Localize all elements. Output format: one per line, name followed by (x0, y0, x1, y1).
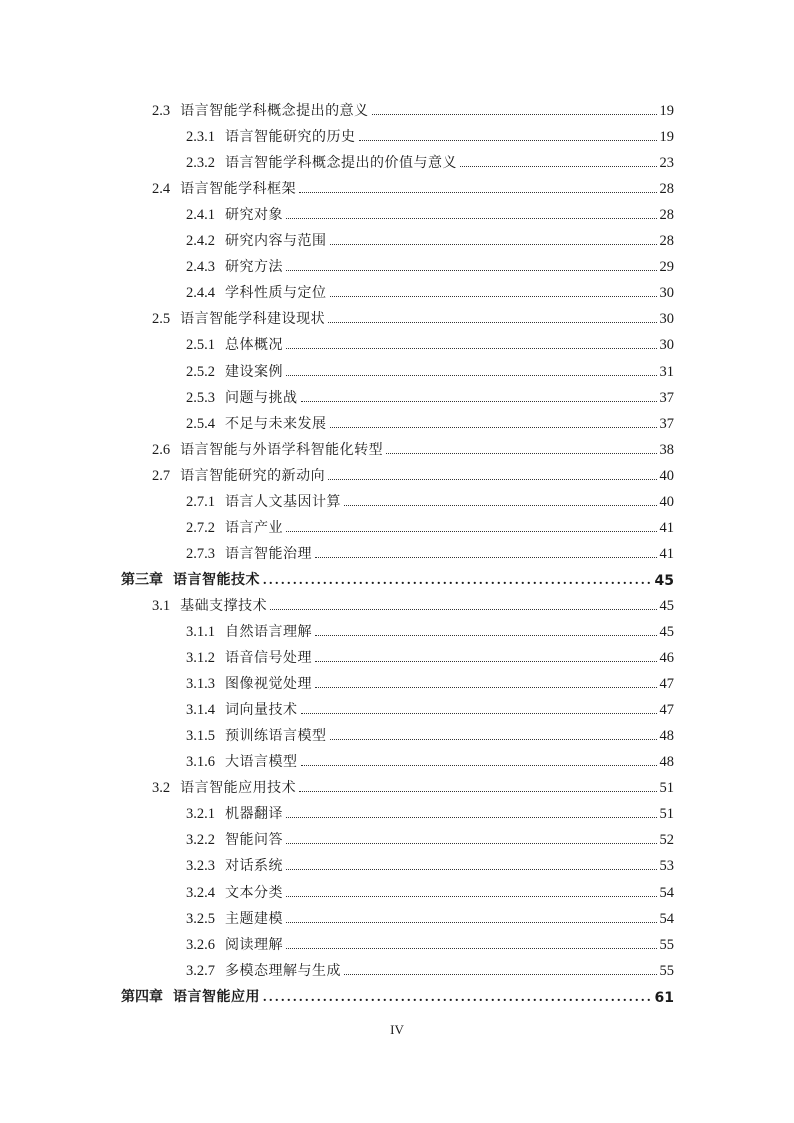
dot-leader (286, 869, 657, 870)
toc-entry[interactable] (186, 150, 674, 172)
dot-leader (328, 479, 656, 480)
toc-entry[interactable] (152, 463, 674, 485)
dot-leader (286, 375, 657, 376)
toc-entry-number: 3.1.1 (186, 624, 215, 640)
dot-leader (315, 661, 657, 662)
toc-entry-number: 2.7.1 (186, 493, 215, 510)
toc-entry-number: 2.5.4 (186, 415, 215, 432)
toc-entry[interactable] (186, 332, 674, 354)
toc-entry-number: 第三章 (121, 571, 163, 588)
toc-entry[interactable] (186, 359, 674, 381)
toc-entry-title: 语言智能与外语学科智能化转型 (180, 441, 384, 458)
toc-entry-page: 47 (659, 702, 674, 719)
dot-leader (286, 270, 657, 271)
toc-entry-number: 2.5.3 (186, 389, 215, 406)
toc-entry-page: 51 (659, 780, 674, 797)
toc-entry-title: 预训练语言模型 (225, 728, 327, 745)
dot-leader (286, 843, 657, 844)
dot-leader (315, 635, 657, 636)
toc-entry-title: 智能问答 (225, 832, 283, 849)
toc-entry-number: 3.2.1 (186, 806, 215, 823)
dot-leader (270, 609, 656, 610)
toc-entry-page: 38 (659, 441, 674, 458)
toc-entry[interactable] (186, 280, 674, 302)
toc-entry-title: 语言智能学科建设现状 (180, 311, 326, 328)
toc-entry-page: 37 (659, 415, 674, 432)
toc-entry[interactable] (186, 489, 674, 511)
toc-entry[interactable] (152, 775, 674, 797)
toc-entry-page: 52 (659, 832, 674, 849)
toc-entry-page: 29 (659, 259, 674, 276)
toc-entry-page: 54 (659, 910, 674, 927)
toc-entry-title: 研究方法 (225, 259, 283, 276)
toc-entry-title: 图像视觉处理 (225, 676, 312, 693)
toc-entry-page: 19 (659, 103, 674, 119)
toc-entry[interactable] (186, 671, 674, 693)
toc-entry[interactable] (186, 254, 674, 276)
toc-entry-title: 基础支撑技术 (180, 597, 268, 614)
toc-entry[interactable] (186, 880, 674, 902)
toc-entry-number: 3.2.3 (186, 858, 215, 875)
toc-entry-number: 3.1.6 (186, 754, 215, 771)
dot-leader (286, 817, 657, 818)
dot-leader (460, 166, 657, 167)
toc-entry-number: 第四章 (121, 988, 163, 1005)
toc-entry-title: 语言人文基因计算 (225, 493, 341, 510)
dot-leader (263, 573, 652, 589)
toc-entry-number: 2.7.3 (186, 545, 215, 562)
toc-entry-title: 语言智能学科概念提出的价值与意义 (225, 155, 457, 172)
dot-leader (286, 922, 657, 923)
toc-entry-page: 30 (659, 337, 674, 354)
toc-entry-title: 学科性质与定位 (225, 285, 327, 302)
dot-leader (286, 531, 657, 532)
toc-entry[interactable] (152, 593, 674, 615)
toc-entry[interactable] (186, 932, 674, 954)
toc-entry-page: 45 (659, 597, 674, 614)
toc-entry-number: 3.1.4 (186, 702, 215, 719)
toc-entry-title: 阅读理解 (225, 936, 283, 953)
toc-entry-number: 2.6 (152, 441, 171, 458)
dot-leader (328, 322, 656, 323)
toc-entry-number: 2.4.3 (186, 259, 215, 276)
toc-entry-page: 28 (659, 181, 674, 198)
toc-entry-number: 3.1.2 (186, 650, 215, 667)
toc-entry-page: 30 (659, 311, 674, 328)
toc-entry-page: 19 (659, 129, 674, 146)
toc-entry-number: 3.2.5 (186, 910, 215, 927)
toc-entry-page: 55 (659, 962, 674, 979)
dot-leader (263, 990, 652, 1006)
toc-entry[interactable] (152, 437, 674, 459)
dot-leader (286, 348, 657, 349)
toc-entry-page: 23 (659, 155, 674, 172)
toc-entry-page: 37 (659, 389, 674, 406)
toc-entry-number: 2.3.1 (186, 129, 215, 146)
toc-entry[interactable] (186, 906, 674, 928)
toc-entry[interactable] (152, 176, 674, 198)
toc-entry-number: 2.4 (152, 181, 171, 198)
toc-entry-title: 语言智能研究的新动向 (180, 467, 326, 484)
dot-leader (286, 948, 657, 949)
toc-entry-number: 3.1 (152, 597, 171, 614)
toc-entry-page: 48 (659, 728, 674, 745)
dot-leader (286, 218, 657, 219)
toc-entry-number: 2.7.2 (186, 519, 215, 536)
toc-entry-title: 问题与挑战 (225, 389, 298, 406)
toc-entry-number: 3.2.6 (186, 936, 215, 953)
toc-entry-page: 46 (659, 650, 674, 667)
toc-entry[interactable] (186, 411, 674, 433)
dot-leader (299, 791, 656, 792)
toc-entry-page: 55 (659, 936, 674, 953)
dot-leader (386, 453, 656, 454)
toc-entry[interactable] (186, 697, 674, 719)
toc-entry[interactable] (186, 958, 674, 980)
toc-entry-title: 文本分类 (225, 884, 283, 901)
toc-entry-number: 2.7 (152, 467, 171, 484)
toc-entry-number: 2.3 (152, 103, 171, 119)
toc-entry[interactable] (186, 385, 674, 407)
toc-entry-title: 对话系统 (225, 858, 283, 875)
toc-entry[interactable] (186, 827, 674, 849)
toc-entry[interactable] (186, 801, 674, 823)
toc-entry[interactable] (152, 306, 674, 328)
toc-entry-number: 2.3.2 (186, 155, 215, 172)
toc-entry-page: 45 (659, 624, 674, 640)
toc-entry-title: 建设案例 (225, 363, 283, 380)
page-number-footer: IV (390, 1022, 404, 1037)
toc-entry-title: 词向量技术 (225, 702, 298, 719)
toc-entry[interactable] (186, 124, 674, 146)
toc-entry[interactable] (186, 749, 674, 771)
dot-leader (330, 296, 657, 297)
toc-entry-page: 41 (659, 545, 674, 562)
dot-leader (315, 687, 657, 688)
toc-chapter-entry[interactable] (121, 567, 674, 589)
toc-entry[interactable] (186, 541, 674, 563)
toc-entry-number: 2.4.2 (186, 233, 215, 250)
toc-entry-title: 语言智能学科概念提出的意义 (180, 103, 369, 119)
toc-entry-page: 31 (659, 363, 674, 380)
toc-entry-page: 61 (654, 989, 674, 1006)
toc-entry-page: 40 (659, 493, 674, 510)
dot-leader (330, 427, 657, 428)
toc-entry[interactable] (186, 619, 674, 641)
dot-leader (359, 140, 657, 141)
toc-entry-page: 54 (659, 884, 674, 901)
toc-entry-title: 主题建模 (225, 910, 283, 927)
toc-entry-title: 语音信号处理 (225, 650, 312, 667)
toc-entry-number: 3.1.3 (186, 676, 215, 693)
toc-entry-title: 语言产业 (225, 519, 283, 536)
toc-entry[interactable] (186, 228, 674, 250)
toc-entry-title: 大语言模型 (225, 754, 298, 771)
dot-leader (301, 713, 657, 714)
dot-leader (315, 557, 657, 558)
toc-entry-title: 总体概况 (225, 337, 283, 354)
toc-entry-number: 3.2 (152, 780, 171, 797)
toc-entry-page: 48 (659, 754, 674, 771)
toc-entry-title: 不足与未来发展 (225, 415, 327, 432)
toc-entry-number: 3.1.5 (186, 728, 215, 745)
dot-leader (330, 739, 657, 740)
dot-leader (301, 765, 657, 766)
toc-entry-page: 28 (659, 207, 674, 224)
toc-entry-title: 语言智能应用 (173, 988, 260, 1005)
toc-entry-title: 研究内容与范围 (225, 233, 327, 250)
toc-entry[interactable] (186, 723, 674, 745)
toc-entry-number: 2.5 (152, 311, 171, 328)
toc-entry[interactable] (186, 202, 674, 224)
toc-entry[interactable] (186, 515, 674, 537)
toc-entry-title: 语言智能技术 (173, 571, 260, 588)
toc-entry-title: 语言智能研究的历史 (225, 129, 356, 146)
toc-entry-number: 2.5.2 (186, 363, 215, 380)
toc-entry-page: 30 (659, 285, 674, 302)
toc-entry[interactable] (186, 645, 674, 667)
toc-entry-page: 53 (659, 858, 674, 875)
dot-leader (301, 401, 657, 402)
toc-entry-title: 机器翻译 (225, 806, 283, 823)
dot-leader (372, 114, 657, 115)
toc-entry-number: 3.2.7 (186, 962, 215, 979)
toc-entry-number: 2.4.4 (186, 285, 215, 302)
toc-entry-title: 自然语言理解 (225, 624, 312, 640)
toc-entry-title: 多模态理解与生成 (225, 962, 341, 979)
toc-entry-number: 3.2.2 (186, 832, 215, 849)
dot-leader (286, 896, 657, 897)
dot-leader (344, 505, 657, 506)
toc-entry[interactable] (186, 853, 674, 875)
dot-leader (299, 192, 656, 193)
toc-entry-page: 47 (659, 676, 674, 693)
toc-entry-title: 语言智能治理 (225, 545, 312, 562)
toc-entry-page: 51 (659, 806, 674, 823)
toc-entry-number: 3.2.4 (186, 884, 215, 901)
dot-leader (344, 974, 657, 975)
toc-entry[interactable] (152, 98, 674, 120)
toc-entry-title: 语言智能学科框架 (180, 181, 297, 198)
toc-entry-number: 2.4.1 (186, 207, 215, 224)
toc-entry-title: 研究对象 (225, 207, 283, 224)
toc-entry-page: 40 (659, 467, 674, 484)
toc-entry-page: 28 (659, 233, 674, 250)
dot-leader (330, 244, 657, 245)
toc-entry-page: 41 (659, 519, 674, 536)
toc-entry-page: 45 (654, 572, 674, 589)
toc-entry-number: 2.5.1 (186, 337, 215, 354)
toc-entry-title: 语言智能应用技术 (180, 780, 297, 797)
toc-chapter-entry[interactable] (121, 984, 674, 1006)
